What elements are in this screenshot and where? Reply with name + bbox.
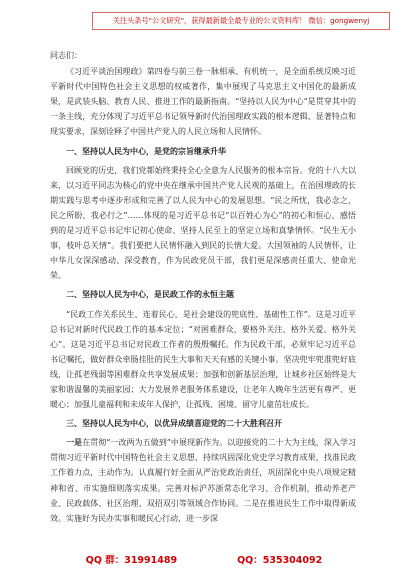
section-1-heading: 一、坚持以人民为中心，是党的宗旨继承升华 (66, 145, 226, 156)
document-page (50, 48, 356, 526)
footer-qq: QQ：535304092 (237, 555, 323, 566)
footer (0, 552, 408, 566)
section-3-lead: 一是 (66, 437, 83, 448)
salutation: 同志们： (50, 51, 82, 60)
section-3-paragraph (50, 435, 356, 526)
top-banner: 关注头条号"公文研究"，获得最新最全最专业的公文资料库！ 微信：gongwenyj (92, 12, 390, 30)
section-2-paragraph: “民政工作关系民生、连着民心，是社会建设的兜底性、基础性工作”。这是习近平总书记对新时代民政工作的基本定位；“对困难群众，要格外关注、格外关爱、格外关心”。这是习近平总书记对民政工作者的殷殷嘱托。作为民政干部，必须牢记习近平总书记嘱托，做好群众牵肠挂肚的民生大事和天天有感的关键小事。坚决兜牢兜准兜好底线，让孤老残弱等困难群众共享发展成果；加强和创新基层治理，让城乡社区始终是大家和谐温馨的美丽家园；大力发展养老服务体系建设，让老年人晚年生活更有尊严、更暖心；加强儿童福利和未成年人保护，让孤残、困境、留守儿童茁壮成长。 (50, 309, 356, 410)
section-3-heading: 三、坚持以人民为中心，以优异成绩喜迎党的二十大胜利召开 (66, 418, 282, 429)
footer-qq-group: QQ 群：31991489 (85, 555, 178, 566)
section-1-paragraph: 回顾党的历史，我们党都始终秉持全心全意为人民服务的根本宗旨。党的十八大以来，以习近平同志为核心的党中央在继承中国共产党人民观的基础上，在治国理政的长期实践与思考中逐步形成和完善了以人民为中心的发展思想。“民之所忧，我必念之，民之所盼，我必行之”……体现的是习近平总书记“以百姓心为心”的初心和恒心，感悟到的是习近平总书记牢记初心使命、坚持人民至上的坚定立场和真挚情怀。“民生无小事，枝叶总关情”。我们要把人民情怀融入到民的长情大爱。大国领袖的人民情怀，让中华儿女深深感动、深受教育，作为民政党员干部，我们更是深感责任重大、使命光荣。 (50, 165, 356, 281)
section-3-body: 在贯彻“一改两为五做到”中展现新作为。以迎接党的二十大为主线，深入学习贯彻习近平新时代中国特色社会主义思想，持续巩固深化党史学习教育成果，找准民政工作着力点，主动作为。认真履行好全面从严治党政治责任，巩固深化中央八项规定精神和省、市实施细则落实成果。完善对标沪苏浙常态化学习、合作机制，推动养老产业、民政载体、社区治理、双招双引等领域合作协同。二是在推进民生工作中取得新成效。实施好为民办实事和暖民心行动，进一步深 (50, 438, 356, 523)
section-2-heading: 二、坚持以人民为中心，是民政工作的永恒主题 (66, 289, 234, 300)
intro-paragraph: 《习近平谈治国理政》第四卷与前三卷一脉相承、有机统一，是全面系统反映习近平新时代中国特色社会主义思想的权威著作，集中展现了马克思主义中国化的最新成果，是武装头脑、教育人民、推进工作的最新指南。“坚持以人民为中心”是贯穿其中的一条主线，充分体现了习近平总书记领导新时代治国理政实践的根本逻辑、显著特点和现实要求，深刻诠释了中国共产党人的人民立场和人民情怀。 (50, 67, 356, 137)
